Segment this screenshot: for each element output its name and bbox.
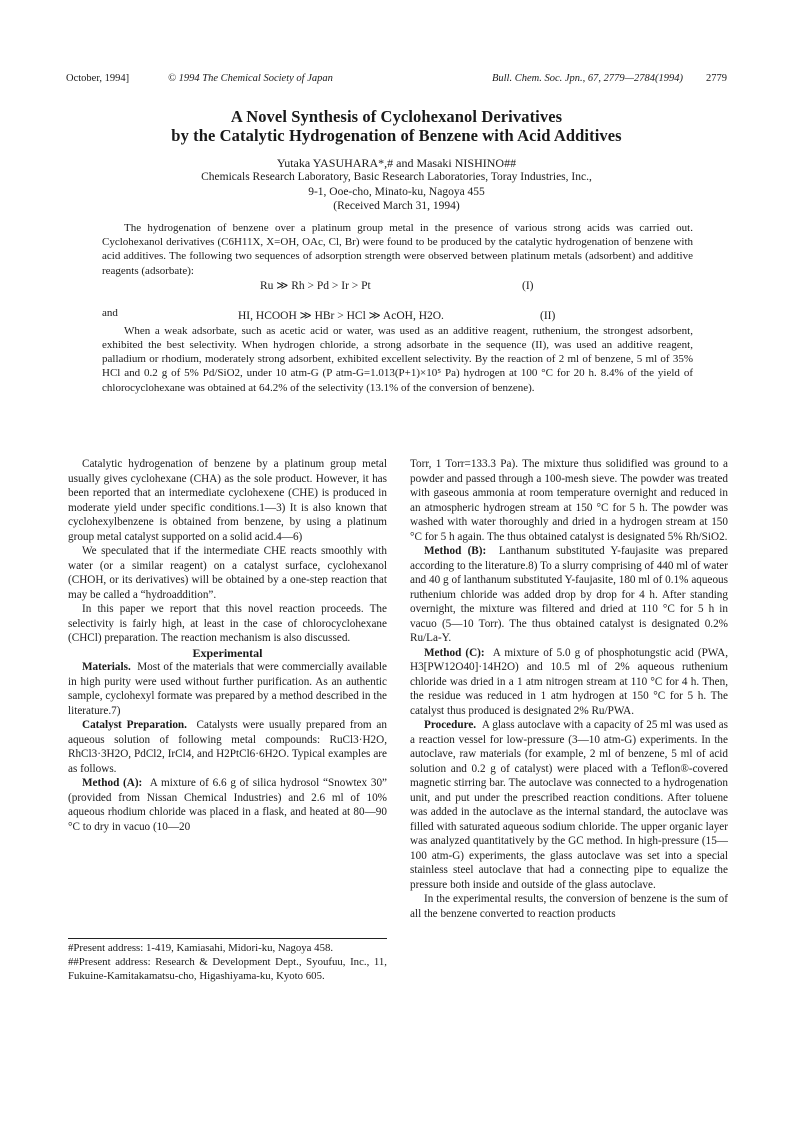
materials-paragraph: [68, 660, 387, 718]
footnote-divider: [68, 938, 387, 939]
method-b-text: Lanthanum substituted Y-faujasite was prepared according to the literature.8) To a slurry comprising of 440 ml of water and 40 g of lanthanum substituted Y-faujasite, 180 ml of 0.1% aqueous ruthenium chloride was added drop by drop for 4 h. After standing overnight, the mixture was filtered and dried at 110 °C for 5 h in vacuo (5—10 Torr). The thus obtained catalyst is designated 0.2% Ru/La-Y.: [410, 545, 728, 644]
method-a-text: A mixture of 6.6 g of silica hydrosol “Snowtex 30” (provided from Nissan Chemical Industries) and 2.6 ml of 10% aqueous rhodium chloride was placed in a flask, and heated at 80—90 °C to dry in vacuo (10—20: [68, 777, 388, 833]
method-c-heading: Method (C):: [424, 646, 485, 659]
method-a-continuation: Torr, 1 Torr=133.3 Pa). The mixture thus solidified was ground to a powder and passed through a 100-mesh sieve. The powder was treated with gaseous ammonia at room temperature overnight and reduced in an atmospheric hydrogen stream at 150 °C for 5 h. The powder was washed with water thoroughly and dried in a hydrogen stream at 150 °C for 5 h again. The thus obtained catalyst is designated 5% Rh/SiO2.: [410, 458, 728, 543]
sequence-1-expression: Ru ≫ Rh > Pd > Ir > Pt: [260, 279, 371, 292]
catalyst-heading: Catalyst Preparation.: [82, 719, 187, 731]
journal-citation: Bull. Chem. Soc. Jpn., 67, 2779—2784(1994): [491, 73, 683, 84]
running-head: [66, 72, 727, 86]
method-c-paragraph: [410, 646, 728, 719]
method-b-paragraph: [410, 544, 728, 646]
footnote-2: ##Present address: Research & Development Dept., Syoufuu, Inc., 11, Fukuine-Kamitakamatsu-cho, Higashiyama-ku, Kyoto 605.: [68, 956, 387, 982]
experimental-heading: Experimental: [192, 645, 263, 660]
right-column: [410, 457, 728, 921]
title-line-1: A Novel Synthesis of Cyclohexanol Derivatives: [230, 107, 563, 126]
article-title: [60, 107, 733, 145]
footnotes: [68, 941, 387, 983]
issue-date: October, 1994]: [66, 73, 130, 84]
materials-text: Most of the materials that were commercially available in high purity were used without further purification. As an authentic sample, cyclohexyl formate was prepared by a method described in the literature.7): [68, 661, 387, 717]
method-a-heading: Method (A):: [82, 777, 143, 789]
page-number: 2779: [706, 73, 727, 84]
and-connector: and: [102, 307, 118, 319]
catalyst-paragraph: [68, 718, 387, 776]
sequence-1-number: (I): [522, 279, 534, 292]
method-c-text: A mixture of 5.0 g of phosphotungstic acid (PWA, H3[PW12O40]·14H2O) and 10.5 ml of 2% aqueous ruthenium chloride was dried in a 1 atm nitrogen stream at 110 °C for 4 h. Then, the residue was reduced in 1 atm hydrogen at 150 °C for 5 h. The catalyst thus produced is designated 2% Ru/PWA.: [410, 646, 728, 717]
abstract-paragraph-2: When a weak adsorbate, such as acetic acid or water, was used as an additive reagent, ruthenium, the strongest adsorbent, exhibited the best selectivity. When hydrogen chloride, a strong adsorbate in the sequence (II), was used an additive reagent, palladium or rhodium, moderately strong adsorbent, exhibited excellent selectivity. By the reaction of 2 ml of benzene, 5 ml of 35% HCl and 0.2 g of 5% Pd/SiO2, under 10 atm-G (P atm-G=1.013(P+1)×10⁵ Pa) hydrogen at 100 °C for 20 h. 8.4% of the yield of chlorocyclohexane was obtained at 64.2% of the selectivity (13.1% of the conversion of benzene).: [102, 324, 693, 394]
author-list: Yutaka YASUHARA*,# and Masaki NISHINO##: [276, 156, 517, 170]
intro-paragraph-2: We speculated that if the intermediate CHE reacts smoothly with water (or a similar reagent) on a catalyst surface, cyclohexanol (CHOH, or its derivatives) will be obtained by a one-step reaction that may be called a “hydroaddition”.: [68, 545, 387, 601]
procedure-text: A glass autoclave with a capacity of 25 ml was used as a reaction vessel for low-pressure (3—10 atm-G) experiments. In the autoclave, raw materials (for example, 2 ml of benzene, 5 ml of acid solution and 0.2 g of catalyst) were placed with a Teflon®-covered magnetic stirring bar. The autoclave was connected to a hydrogenation unit, and put under the prescribed reaction conditions. After toluene was added in the autoclave as the internal standard, the autoclave was filled with saturated aqueous sodium chloride. The upper organic layer was analyzed quantitatively by the GC method. In high-pressure (15—100 atm-G) experiments, the glass autoclave was set into a special stainless steel autoclave that had a connecting pipe to equalize the pressure both inside and outside of the glass autoclave.: [410, 719, 729, 891]
method-b-heading: Method (B):: [424, 545, 487, 557]
catalyst-text: Catalysts were usually prepared from an aqueous solution of following metal compounds: RuCl3·H2O, RhCl3·3H2O, PdCl2, IrCl4, and H2PtCl6·6H2O. Typical examples are as follows.: [68, 719, 387, 775]
title-line-2: by the Catalytic Hydrogenation of Benzene with Acid Additives: [171, 126, 622, 145]
intro-paragraph-1: Catalytic hydrogenation of benzene by a platinum group metal usually gives cyclohexane (CHA) as the sole product. However, it has been reported that an intermediate cyclohexene (CHE) is produced in moderate yield under specific conditions.1—3) It is also known that cyclohexylbenzene is obtained from benzene, by using a platinum group metal catalyst supported on a solid acid.4—6): [68, 458, 387, 543]
sequence-2-number: (II): [540, 309, 556, 322]
left-column: [68, 457, 387, 834]
materials-heading: Materials.: [82, 661, 131, 673]
abstract: [102, 221, 693, 395]
affiliation-line-1: Chemicals Research Laboratory, Basic Research Laboratories, Toray Industries, Inc.,: [201, 171, 592, 183]
copyright-notice: © 1994 The Chemical Society of Japan: [168, 73, 333, 84]
method-a-paragraph: [68, 776, 387, 834]
sequence-1: [102, 278, 693, 294]
abstract-paragraph-1: The hydrogenation of benzene over a platinum group metal in the presence of various strong acids was carried out. Cyclohexanol derivatives (C6H11X, X=OH, OAc, Cl, Br) were found to be produced by the catalytic hydrogenation of benzene with acid additives. The following two sequences of adsorption strength were observed between platinum metals (adsorbent) and additive reagents (adsorbate):: [102, 222, 693, 277]
sequence-2-expression: HI, HCOOH ≫ HBr > HCl ≫ AcOH, H2O.: [238, 309, 444, 322]
received-date: (Received March 31, 1994): [333, 200, 460, 212]
procedure-heading: Procedure.: [424, 719, 477, 731]
procedure-paragraph: [410, 718, 728, 892]
affiliation-line-2: 9-1, Ooe-cho, Minato-ku, Nagoya 455: [308, 185, 485, 198]
footnote-1: #Present address: 1-419, Kamiasahi, Midori-ku, Nagoya 458.: [68, 942, 334, 954]
results-paragraph-start: In the experimental results, the conversion of benzene is the sum of all the benzene converted to reaction products: [410, 893, 728, 920]
sequence-2: [102, 308, 693, 324]
intro-paragraph-3: In this paper we report that this novel reaction proceeds. The selectivity is fairly high, at least in the case of chlorocyclohexane (CHCl) preparation. The reaction mechanism is also discussed.: [68, 603, 387, 644]
affiliation: [60, 170, 733, 214]
